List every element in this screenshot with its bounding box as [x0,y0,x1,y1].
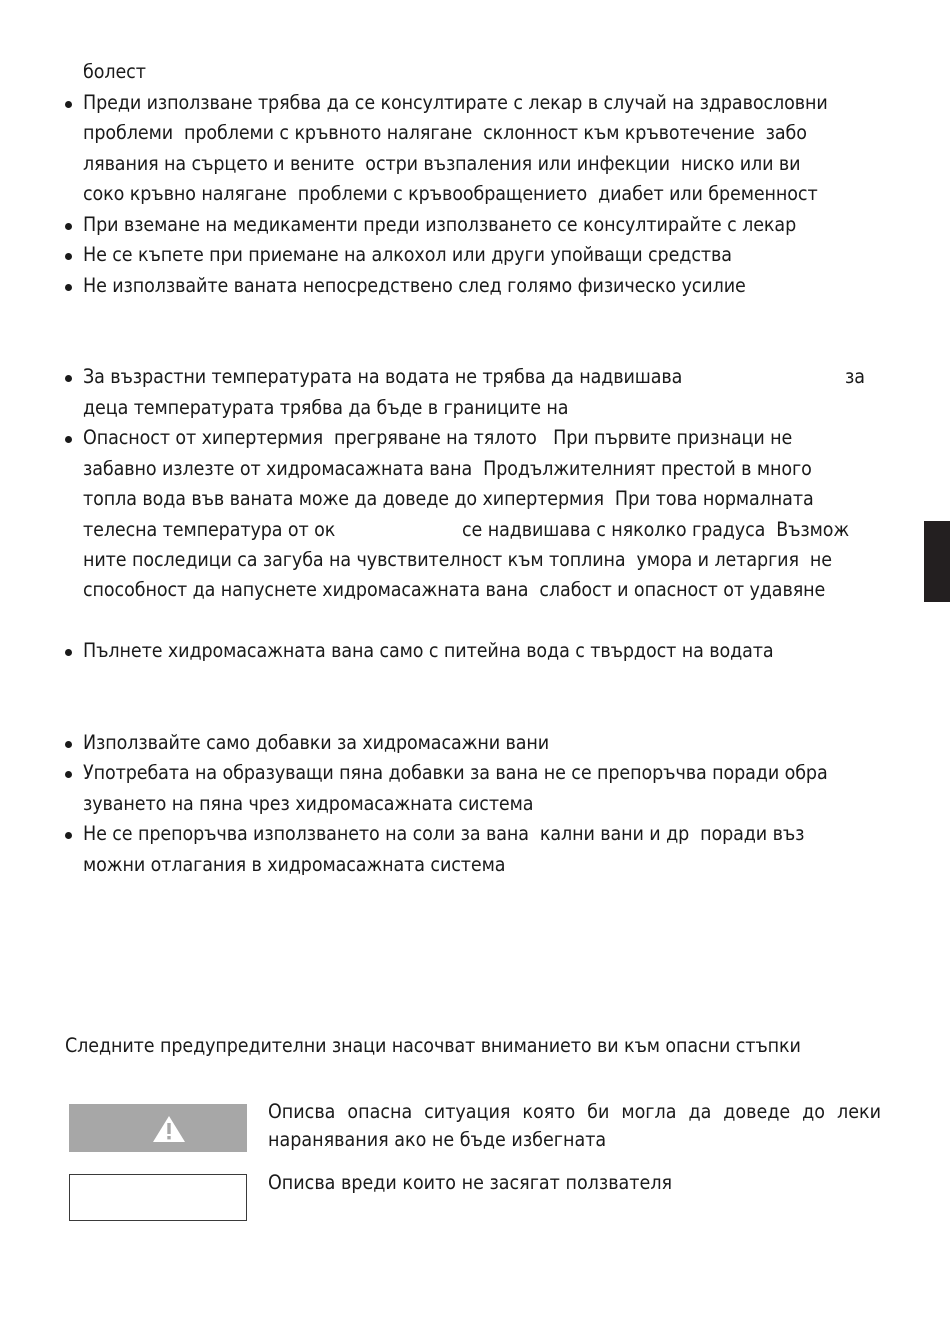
text-line: се надвишава с няколко градуса Възмож [462,518,850,541]
text-line: болест [83,60,146,83]
text-line: лявания на сърцето и вените остри възпаления или инфекции ниско или ви [83,152,801,175]
list-bullet [65,741,72,748]
text-line: Опасност от хипертермия прегряване на тялото При първите признаци не [83,426,793,449]
text-line: Следните предупредителни знаци насочват вниманието ви към опасни стъпки [65,1034,801,1057]
text-line: Пълнете хидромасажната вана само с питейна вода с твърдост на водата [83,639,774,662]
text-line: Не използвайте ваната непосредствено след голямо физическо усилие [83,274,746,297]
list-bullet [65,253,72,260]
text-line: соко кръвно налягане проблеми с кръвообращението диабет или бременност [83,182,818,205]
note-sign-label [69,1174,247,1221]
text-line: забавно излезте от хидромасажната вана Продължителният престой в много [83,457,812,480]
text-line: Употребата на образуващи пяна добавки за вана не се препоръчва поради обра [83,761,828,784]
text-line: за [845,365,865,388]
list-bullet [65,375,72,382]
list-bullet [65,771,72,778]
text-line: Преди използване трябва да се консултирате с лекар в случай на здравословни [83,91,828,114]
warning-sign-description: Описва опасна ситуация която би могла да доведе до леки наранявания ако не бъде избегната [268,1100,881,1151]
text-line: При вземане на медикаменти преди използването се консултирайте с лекар [83,213,797,236]
text-line: топла вода във ваната може да доведе до хипертермия При това нормалната [83,487,814,510]
list-bullet [65,223,72,230]
list-bullet [65,284,72,291]
text-line: ните последици са загуба на чувствителност към топлина умора и летаргия не [83,548,832,571]
text-line: За възрастни температурата на водата не трябва да надвишава [83,365,683,388]
note-sign-description: Описва вреди които не засягат ползвателя [268,1171,673,1194]
text-line: можни отлагания в хидромасажната система [83,853,506,876]
list-bullet [65,101,72,108]
text-line: способност да напуснете хидромасажната вана слабост и опасност от удавяне [83,578,826,601]
warning-sign-label [69,1104,247,1152]
text-line: зуването на пяна чрез хидромасажната система [83,792,534,815]
list-bullet [65,649,72,656]
list-bullet [65,832,72,839]
section-thumb-tab [924,521,950,602]
text-line: телесна температура от ок [83,518,336,541]
text-line: Използвайте само добавки за хидромасажни вани [83,731,550,754]
text-line: деца температурата трябва да бъде в границите на [83,396,569,419]
warning-triangle-icon [152,1115,186,1143]
text-line: Не се препоръчва използването на соли за вана кални вани и др поради въз [83,822,805,845]
text-line: проблеми проблеми с кръвното налягане склонност към кръвотечение забо [83,121,807,144]
list-bullet [65,436,72,443]
text-line: Не се къпете при приемане на алкохол или други упойващи средства [83,243,732,266]
